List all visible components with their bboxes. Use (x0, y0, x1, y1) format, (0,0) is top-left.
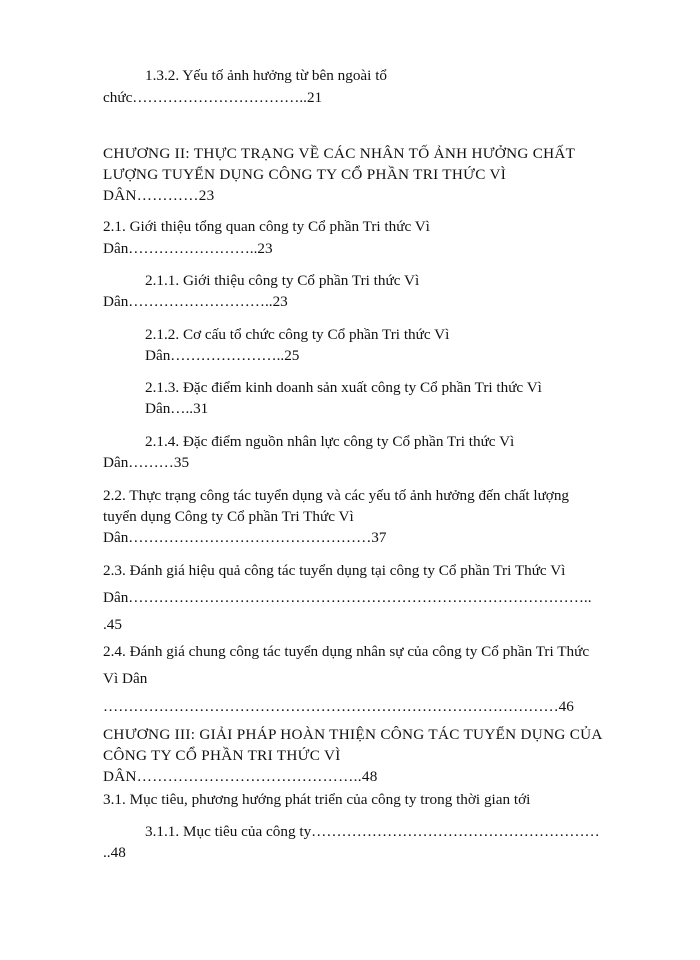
toc-chapter-3: CHƯƠNG III: GIẢI PHÁP HOÀN THIỆN CÔNG TÁC TUYỂN DỤNG CỦA (103, 726, 603, 743)
toc-chapter-2-page: DÂN…………23 (103, 187, 215, 204)
toc-entry-2-3: 2.3. Đánh giá hiệu quả công tác tuyển dụng tại công ty Cổ phần Tri Thức Vì (103, 562, 566, 579)
toc-entry-2-1-1-page: Dân………………………..23 (103, 293, 288, 310)
toc-entry-3-1-1: 3.1.1. Mục tiêu của công ty………………………………………………… (145, 823, 600, 840)
toc-entry-2-1-4-page: Dân………35 (103, 454, 190, 471)
toc-entry-2-1-1: 2.1.1. Giới thiệu công ty Cổ phần Tri thức Vì (145, 272, 420, 289)
toc-entry-2-2: 2.2. Thực trạng công tác tuyển dụng và các yếu tố ảnh hưởng đến chất lượng (103, 487, 570, 504)
toc-entry-2-1-2: 2.1.2. Cơ cấu tổ chức công ty Cổ phần Tri thức Vì (145, 326, 450, 343)
toc-entry-2-2-cont: tuyển dụng Công ty Cổ phần Tri Thức Vì (103, 508, 354, 525)
toc-entry-2-1-2-page: Dân…………………..25 (145, 347, 300, 364)
toc-entry-2-1-page: Dân……………………..23 (103, 240, 273, 257)
toc-chapter-2-cont: LƯỢNG TUYỂN DỤNG CÔNG TY CỔ PHẦN TRI THỨC VÌ (103, 166, 507, 183)
toc-entry-2-1-3-page: Dân…..31 (145, 400, 209, 417)
toc-entry-2-2-page: Dân…………………………………………37 (103, 529, 387, 546)
toc-entry-2-1-3: 2.1.3. Đặc điểm kinh doanh sản xuất công ty Cổ phần Tri thức Vì (145, 379, 542, 396)
toc-entry-2-3-page: .45 (103, 616, 122, 633)
toc-entry-2-1-4: 2.1.4. Đặc điểm nguồn nhân lực công ty Cổ phần Tri thức Vì (145, 433, 515, 450)
toc-entry-1-3-2: 1.3.2. Yếu tố ảnh hưởng từ bên ngoài tổ (145, 67, 388, 84)
toc-entry-2-3-leader: Dân……………………………………………………………………………….. (103, 589, 592, 606)
toc-entry-2-4-page: ………………………………………………………………………………46 (103, 698, 574, 715)
toc-entry-2-4-cont: Vì Dân (103, 670, 148, 687)
toc-entry-2-1: 2.1. Giới thiệu tổng quan công ty Cổ phần Tri thức Vì (103, 218, 430, 235)
toc-entry-2-4: 2.4. Đánh giá chung công tác tuyển dụng nhân sự của công ty Cổ phần Tri Thức (103, 643, 590, 660)
toc-entry-3-1-1-page: ..48 (103, 844, 126, 861)
toc-chapter-3-cont: CÔNG TY CỔ PHẦN TRI THỨC VÌ (103, 747, 341, 764)
toc-chapter-2: CHƯƠNG II: THỰC TRẠNG VỀ CÁC NHÂN TỐ ẢNH HƯỞNG CHẤT (103, 145, 576, 162)
toc-entry-1-3-2-page: chức……………………………..21 (103, 89, 323, 106)
toc-chapter-3-page: DÂN……………………………………..48 (103, 768, 378, 785)
toc-entry-3-1: 3.1. Mục tiêu, phương hướng phát triển của công ty trong thời gian tới (103, 791, 531, 808)
